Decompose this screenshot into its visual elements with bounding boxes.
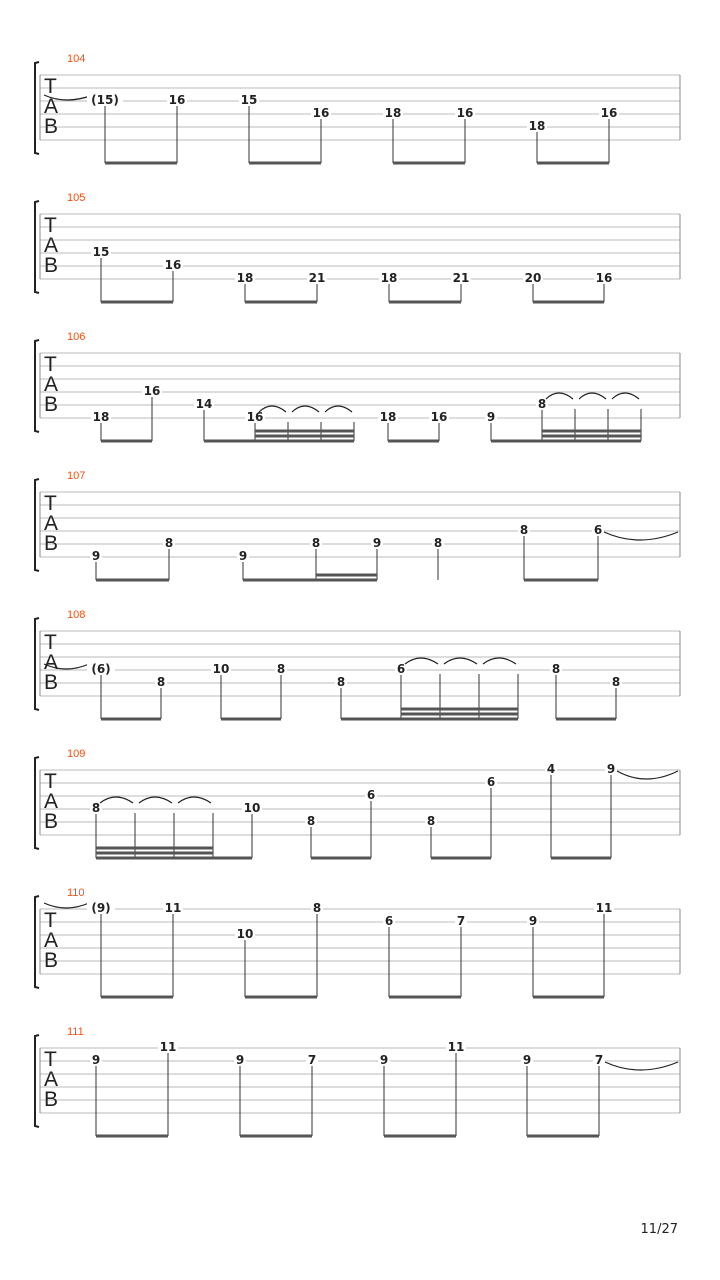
tab-letter: T xyxy=(44,1048,57,1071)
fret-number: 11 xyxy=(159,1040,177,1054)
fret-number: (15) xyxy=(91,93,119,107)
fret-number: 18 xyxy=(528,119,546,133)
tab-letter: A xyxy=(44,373,59,396)
fret-number: 7 xyxy=(456,914,466,928)
fret-number: 9 xyxy=(91,549,101,563)
fret-number: 21 xyxy=(452,271,470,285)
fret-number: 9 xyxy=(379,1053,389,1067)
tab-letter: A xyxy=(44,95,59,118)
tab-letter: B xyxy=(44,254,59,277)
fret-number: 16 xyxy=(595,271,613,285)
tab-letter: T xyxy=(44,631,57,654)
fret-number: 8 xyxy=(156,675,166,689)
fret-number: 16 xyxy=(456,106,474,120)
measure-number: 104 xyxy=(67,53,86,65)
tab-letter: A xyxy=(44,512,59,535)
fret-number: 16 xyxy=(600,106,618,120)
system-bracket xyxy=(35,618,39,710)
fret-number: 11 xyxy=(447,1040,465,1054)
tie-arc xyxy=(325,406,352,412)
fret-number: 9 xyxy=(522,1053,532,1067)
tie-arc xyxy=(483,658,516,664)
fret-number: 9 xyxy=(91,1053,101,1067)
tab-letter: B xyxy=(44,532,59,555)
fret-number: 8 xyxy=(312,901,322,915)
system-bracket xyxy=(35,340,39,432)
fret-number: 16 xyxy=(168,93,186,107)
fret-number: 16 xyxy=(246,410,264,424)
tab-letter: B xyxy=(44,1088,59,1111)
tab-letter: T xyxy=(44,75,57,98)
tab-letter: T xyxy=(44,909,57,932)
tie-arc xyxy=(139,797,172,803)
fret-number: 8 xyxy=(611,675,621,689)
fret-number: 18 xyxy=(236,271,254,285)
tie-arc xyxy=(612,393,639,399)
tab-letter: A xyxy=(44,651,59,674)
page-number: 11/27 xyxy=(640,1222,678,1237)
fret-number: 6 xyxy=(384,914,394,928)
fret-number: 11 xyxy=(595,901,613,915)
fret-number: 8 xyxy=(537,397,547,411)
tie-arc xyxy=(579,393,606,399)
fret-number: 18 xyxy=(380,271,398,285)
tab-letter: B xyxy=(44,671,59,694)
fret-number: 16 xyxy=(430,410,448,424)
fret-number: 16 xyxy=(164,258,182,272)
system-bracket xyxy=(35,896,39,988)
tie-arc xyxy=(444,658,477,664)
tab-letter: A xyxy=(44,234,59,257)
fret-number: 10 xyxy=(243,801,261,815)
tie-arc xyxy=(100,797,133,803)
fret-number: 8 xyxy=(551,662,561,676)
tab-letter: T xyxy=(44,492,57,515)
tie-in-arc xyxy=(44,903,89,908)
tab-letter: T xyxy=(44,214,57,237)
fret-number: 18 xyxy=(379,410,397,424)
fret-number: 15 xyxy=(92,245,110,259)
tab-letter: B xyxy=(44,810,59,833)
fret-number: 6 xyxy=(396,662,406,676)
fret-number: 8 xyxy=(311,536,321,550)
measure-number: 110 xyxy=(67,887,85,899)
system-bracket xyxy=(35,757,39,849)
system-bracket xyxy=(35,201,39,293)
tie-out-arc xyxy=(604,532,678,540)
tab-letter: T xyxy=(44,770,57,793)
measure-number: 105 xyxy=(67,192,86,204)
fret-number: 8 xyxy=(426,814,436,828)
tie-out-arc xyxy=(605,1062,678,1070)
fret-number: 8 xyxy=(336,675,346,689)
measure-number: 107 xyxy=(67,470,86,482)
tie-arc xyxy=(292,406,319,412)
fret-number: 9 xyxy=(606,762,616,776)
fret-number: 15 xyxy=(240,93,258,107)
fret-number: 16 xyxy=(143,384,161,398)
fret-number: 8 xyxy=(91,801,101,815)
fret-number: 18 xyxy=(384,106,402,120)
tie-out-arc xyxy=(617,771,678,779)
measure-number: 106 xyxy=(67,331,86,343)
measure-number: 111 xyxy=(67,1026,84,1038)
tab-letter: A xyxy=(44,929,59,952)
fret-number: 9 xyxy=(372,536,382,550)
tab-letter: A xyxy=(44,1068,59,1091)
fret-number: 6 xyxy=(366,788,376,802)
fret-number: 8 xyxy=(276,662,286,676)
fret-number: 9 xyxy=(528,914,538,928)
measure-number: 108 xyxy=(67,609,86,621)
tie-arc xyxy=(546,393,573,399)
fret-number: 6 xyxy=(486,775,496,789)
fret-number: 4 xyxy=(546,762,556,776)
fret-number: 11 xyxy=(164,901,182,915)
fret-number: 21 xyxy=(308,271,326,285)
fret-number: (6) xyxy=(91,662,111,676)
fret-number: 8 xyxy=(306,814,316,828)
tab-letter: B xyxy=(44,949,59,972)
fret-number: 7 xyxy=(594,1053,604,1067)
fret-number: 6 xyxy=(593,523,603,537)
system-bracket xyxy=(35,479,39,571)
fret-number: 8 xyxy=(433,536,443,550)
fret-number: 7 xyxy=(307,1053,317,1067)
fret-number: (9) xyxy=(91,901,111,915)
fret-number: 20 xyxy=(524,271,542,285)
tab-letter: B xyxy=(44,115,59,138)
fret-number: 8 xyxy=(164,536,174,550)
tab-letter: B xyxy=(44,393,59,416)
tab-letter: T xyxy=(44,353,57,376)
fret-number: 18 xyxy=(92,410,110,424)
fret-number: 9 xyxy=(235,1053,245,1067)
fret-number: 10 xyxy=(236,927,254,941)
measure-number: 109 xyxy=(67,748,86,760)
fret-number: 9 xyxy=(238,549,248,563)
system-bracket xyxy=(35,1035,39,1127)
fret-number: 10 xyxy=(212,662,230,676)
tab-letter: A xyxy=(44,790,59,813)
tie-arc xyxy=(405,658,438,664)
fret-number: 8 xyxy=(519,523,529,537)
fret-number: 16 xyxy=(312,106,330,120)
fret-number: 14 xyxy=(195,397,213,411)
fret-number: 9 xyxy=(486,410,496,424)
system-bracket xyxy=(35,62,39,154)
tie-arc xyxy=(178,797,211,803)
